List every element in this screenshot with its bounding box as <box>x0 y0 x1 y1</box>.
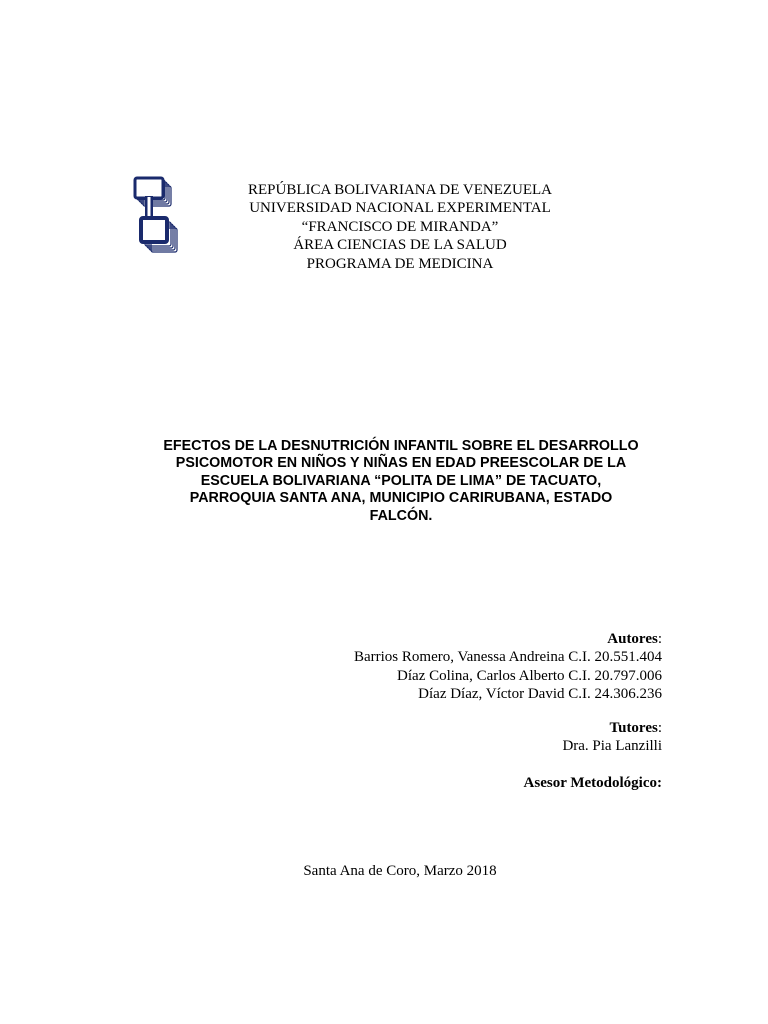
header-line: “FRANCISCO DE MIRANDA” <box>301 218 499 235</box>
university-logo-icon <box>133 176 181 256</box>
tutor-name: Dra. Pia Lanzilli <box>562 738 662 755</box>
author-name: Barrios Romero, Vanessa Andreina C.I. 20.551.404 <box>353 649 662 666</box>
tutors-label: Tutores <box>609 720 658 736</box>
author-name: Díaz Díaz, Víctor David C.I. 24.306.236 <box>418 686 662 703</box>
authors-section <box>300 630 662 704</box>
title-line: ESCUELA BOLIVARIANA “POLITA DE LIMA” DE TACUATO, <box>200 472 602 489</box>
authors-heading <box>300 630 662 648</box>
title-line: FALCÓN. <box>369 507 433 524</box>
tutors-section <box>300 719 662 756</box>
title-line: PSICOMOTOR EN NIÑOS Y NIÑAS EN EDAD PREESCOLAR DE LA <box>175 455 627 472</box>
tutors-heading <box>300 719 662 737</box>
authors-label: Autores <box>607 631 658 647</box>
tutors-colon: : <box>657 720 662 736</box>
advisor-section <box>300 774 662 792</box>
header-line: ÁREA CIENCIAS DE LA SALUD <box>293 237 507 254</box>
header-line: REPÚBLICA BOLIVARIANA DE VENEZUELA <box>247 182 553 198</box>
title-line: PARROQUIA SANTA ANA, MUNICIPIO CARIRUBANA, ESTADO <box>189 490 613 507</box>
thesis-title <box>130 438 672 525</box>
authors-colon: : <box>657 631 662 647</box>
header-line: UNIVERSIDAD NACIONAL EXPERIMENTAL <box>249 200 551 217</box>
author-name: Díaz Colina, Carlos Alberto C.I. 20.797.006 <box>397 667 662 684</box>
institution-header <box>200 181 600 273</box>
place-date: Santa Ana de Coro, Marzo 2018 <box>303 863 497 879</box>
title-line: EFECTOS DE LA DESNUTRICIÓN INFANTIL SOBRE EL DESARROLLO <box>163 438 639 454</box>
advisor-label: Asesor Metodológico: <box>523 775 662 791</box>
header-line: PROGRAMA DE MEDICINA <box>306 255 494 272</box>
